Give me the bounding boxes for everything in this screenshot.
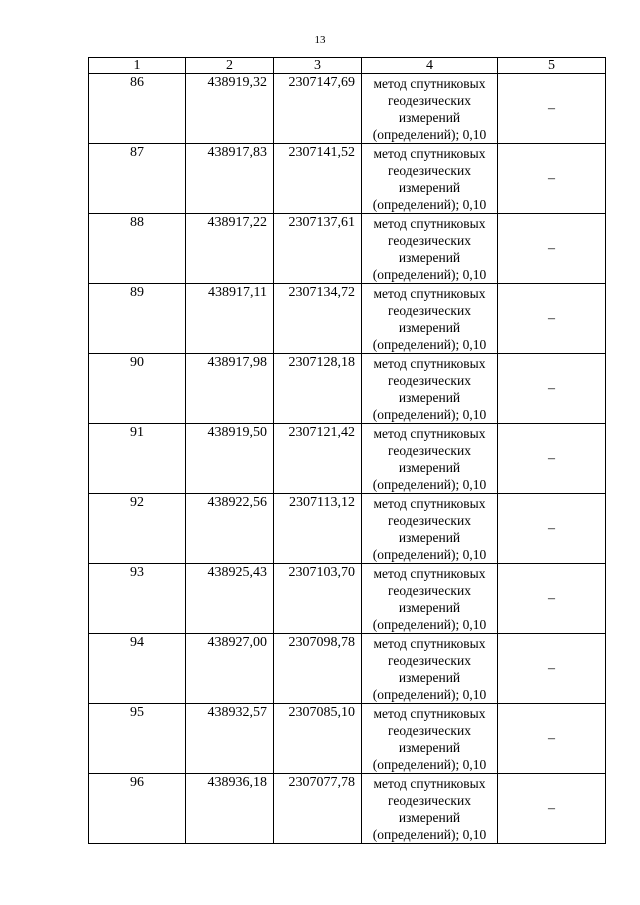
column-header-3: 3 xyxy=(274,58,362,74)
method-line: метод спутниковых xyxy=(373,286,486,301)
note-cell: – xyxy=(498,424,606,494)
note-cell: – xyxy=(498,774,606,844)
method-line: (определений); 0,10 xyxy=(372,477,487,492)
point-number-cell: 90 xyxy=(89,354,186,424)
note-cell: – xyxy=(498,634,606,704)
x-coordinate-cell: 438919,32 xyxy=(186,74,274,144)
method-line: измерений xyxy=(398,530,461,545)
note-cell: – xyxy=(498,564,606,634)
method-line: (определений); 0,10 xyxy=(372,127,487,142)
point-number-cell: 94 xyxy=(89,634,186,704)
method-line: геодезических xyxy=(388,653,471,668)
method-line: метод спутниковых xyxy=(373,636,486,651)
method-line: метод спутниковых xyxy=(373,426,486,441)
method-line: геодезических xyxy=(388,513,471,528)
method-line: (определений); 0,10 xyxy=(372,337,487,352)
method-line: измерений xyxy=(398,180,461,195)
column-header-5: 5 xyxy=(498,58,606,74)
y-coordinate-cell: 2307128,18 xyxy=(274,354,362,424)
x-coordinate-cell: 438917,11 xyxy=(186,284,274,354)
column-header-4: 4 xyxy=(362,58,498,74)
point-number-cell: 89 xyxy=(89,284,186,354)
method-line: измерений xyxy=(398,810,461,825)
x-coordinate-cell: 438925,43 xyxy=(186,564,274,634)
x-coordinate-cell: 438932,57 xyxy=(186,704,274,774)
table-row xyxy=(89,214,606,284)
method-line: метод спутниковых xyxy=(373,776,486,791)
y-coordinate-cell: 2307103,70 xyxy=(274,564,362,634)
method-line: (определений); 0,10 xyxy=(372,687,487,702)
x-coordinate-cell: 438936,18 xyxy=(186,774,274,844)
method-line: измерений xyxy=(398,320,461,335)
method-line: измерений xyxy=(398,250,461,265)
method-line: измерений xyxy=(398,460,461,475)
method-line: (определений); 0,10 xyxy=(372,757,487,772)
method-line: (определений); 0,10 xyxy=(372,197,487,212)
y-coordinate-cell: 2307121,42 xyxy=(274,424,362,494)
table-row xyxy=(89,774,606,844)
method-line: геодезических xyxy=(388,373,471,388)
method-line: метод спутниковых xyxy=(373,496,486,511)
method-line: (определений); 0,10 xyxy=(372,827,487,842)
y-coordinate-cell: 2307098,78 xyxy=(274,634,362,704)
x-coordinate-cell: 438927,00 xyxy=(186,634,274,704)
method-line: метод спутниковых xyxy=(373,146,486,161)
point-number-cell: 87 xyxy=(89,144,186,214)
method-line: геодезических xyxy=(388,443,471,458)
method-line: геодезических xyxy=(388,583,471,598)
method-line: метод спутниковых xyxy=(373,356,486,371)
coordinates-table xyxy=(88,57,606,844)
column-header-2: 2 xyxy=(186,58,274,74)
table-row xyxy=(89,354,606,424)
method-line: метод спутниковых xyxy=(373,706,486,721)
point-number-cell: 92 xyxy=(89,494,186,564)
method-line: (определений); 0,10 xyxy=(372,617,487,632)
method-cell xyxy=(362,774,498,844)
method-line: измерений xyxy=(398,110,461,125)
x-coordinate-cell: 438917,83 xyxy=(186,144,274,214)
point-number-cell: 91 xyxy=(89,424,186,494)
method-cell xyxy=(362,74,498,144)
note-cell: – xyxy=(498,354,606,424)
note-cell: – xyxy=(498,74,606,144)
table-row xyxy=(89,74,606,144)
table-row xyxy=(89,284,606,354)
y-coordinate-cell: 2307147,69 xyxy=(274,74,362,144)
note-cell: – xyxy=(498,284,606,354)
method-cell xyxy=(362,424,498,494)
method-line: измерений xyxy=(398,390,461,405)
point-number-cell: 95 xyxy=(89,704,186,774)
method-line: метод спутниковых xyxy=(373,216,486,231)
method-cell xyxy=(362,284,498,354)
y-coordinate-cell: 2307134,72 xyxy=(274,284,362,354)
table-row xyxy=(89,424,606,494)
note-cell: – xyxy=(498,494,606,564)
method-cell xyxy=(362,214,498,284)
x-coordinate-cell: 438917,98 xyxy=(186,354,274,424)
method-cell xyxy=(362,354,498,424)
method-line: геодезических xyxy=(388,303,471,318)
page-number: 13 xyxy=(314,34,326,46)
y-coordinate-cell: 2307077,78 xyxy=(274,774,362,844)
method-line: (определений); 0,10 xyxy=(372,407,487,422)
x-coordinate-cell: 438917,22 xyxy=(186,214,274,284)
method-line: геодезических xyxy=(388,233,471,248)
point-number-cell: 93 xyxy=(89,564,186,634)
table-row xyxy=(89,144,606,214)
table-row xyxy=(89,634,606,704)
method-line: геодезических xyxy=(388,93,471,108)
note-cell: – xyxy=(498,214,606,284)
method-cell xyxy=(362,564,498,634)
x-coordinate-cell: 438922,56 xyxy=(186,494,274,564)
method-line: (определений); 0,10 xyxy=(372,267,487,282)
y-coordinate-cell: 2307085,10 xyxy=(274,704,362,774)
method-line: метод спутниковых xyxy=(373,76,486,91)
method-cell xyxy=(362,634,498,704)
point-number-cell: 86 xyxy=(89,74,186,144)
method-cell xyxy=(362,144,498,214)
method-line: измерений xyxy=(398,670,461,685)
method-line: геодезических xyxy=(388,723,471,738)
method-line: измерений xyxy=(398,740,461,755)
table-row xyxy=(89,704,606,774)
y-coordinate-cell: 2307141,52 xyxy=(274,144,362,214)
table-row xyxy=(89,564,606,634)
point-number-cell: 96 xyxy=(89,774,186,844)
y-coordinate-cell: 2307113,12 xyxy=(274,494,362,564)
method-cell xyxy=(362,704,498,774)
method-line: геодезических xyxy=(388,793,471,808)
method-line: измерений xyxy=(398,600,461,615)
y-coordinate-cell: 2307137,61 xyxy=(274,214,362,284)
method-line: геодезических xyxy=(388,163,471,178)
table-header-row xyxy=(89,58,606,74)
method-line: метод спутниковых xyxy=(373,566,486,581)
point-number-cell: 88 xyxy=(89,214,186,284)
method-cell xyxy=(362,494,498,564)
method-line: (определений); 0,10 xyxy=(372,547,487,562)
x-coordinate-cell: 438919,50 xyxy=(186,424,274,494)
note-cell: – xyxy=(498,144,606,214)
column-header-1: 1 xyxy=(89,58,186,74)
table-row xyxy=(89,494,606,564)
note-cell: – xyxy=(498,704,606,774)
table-body xyxy=(89,74,606,844)
